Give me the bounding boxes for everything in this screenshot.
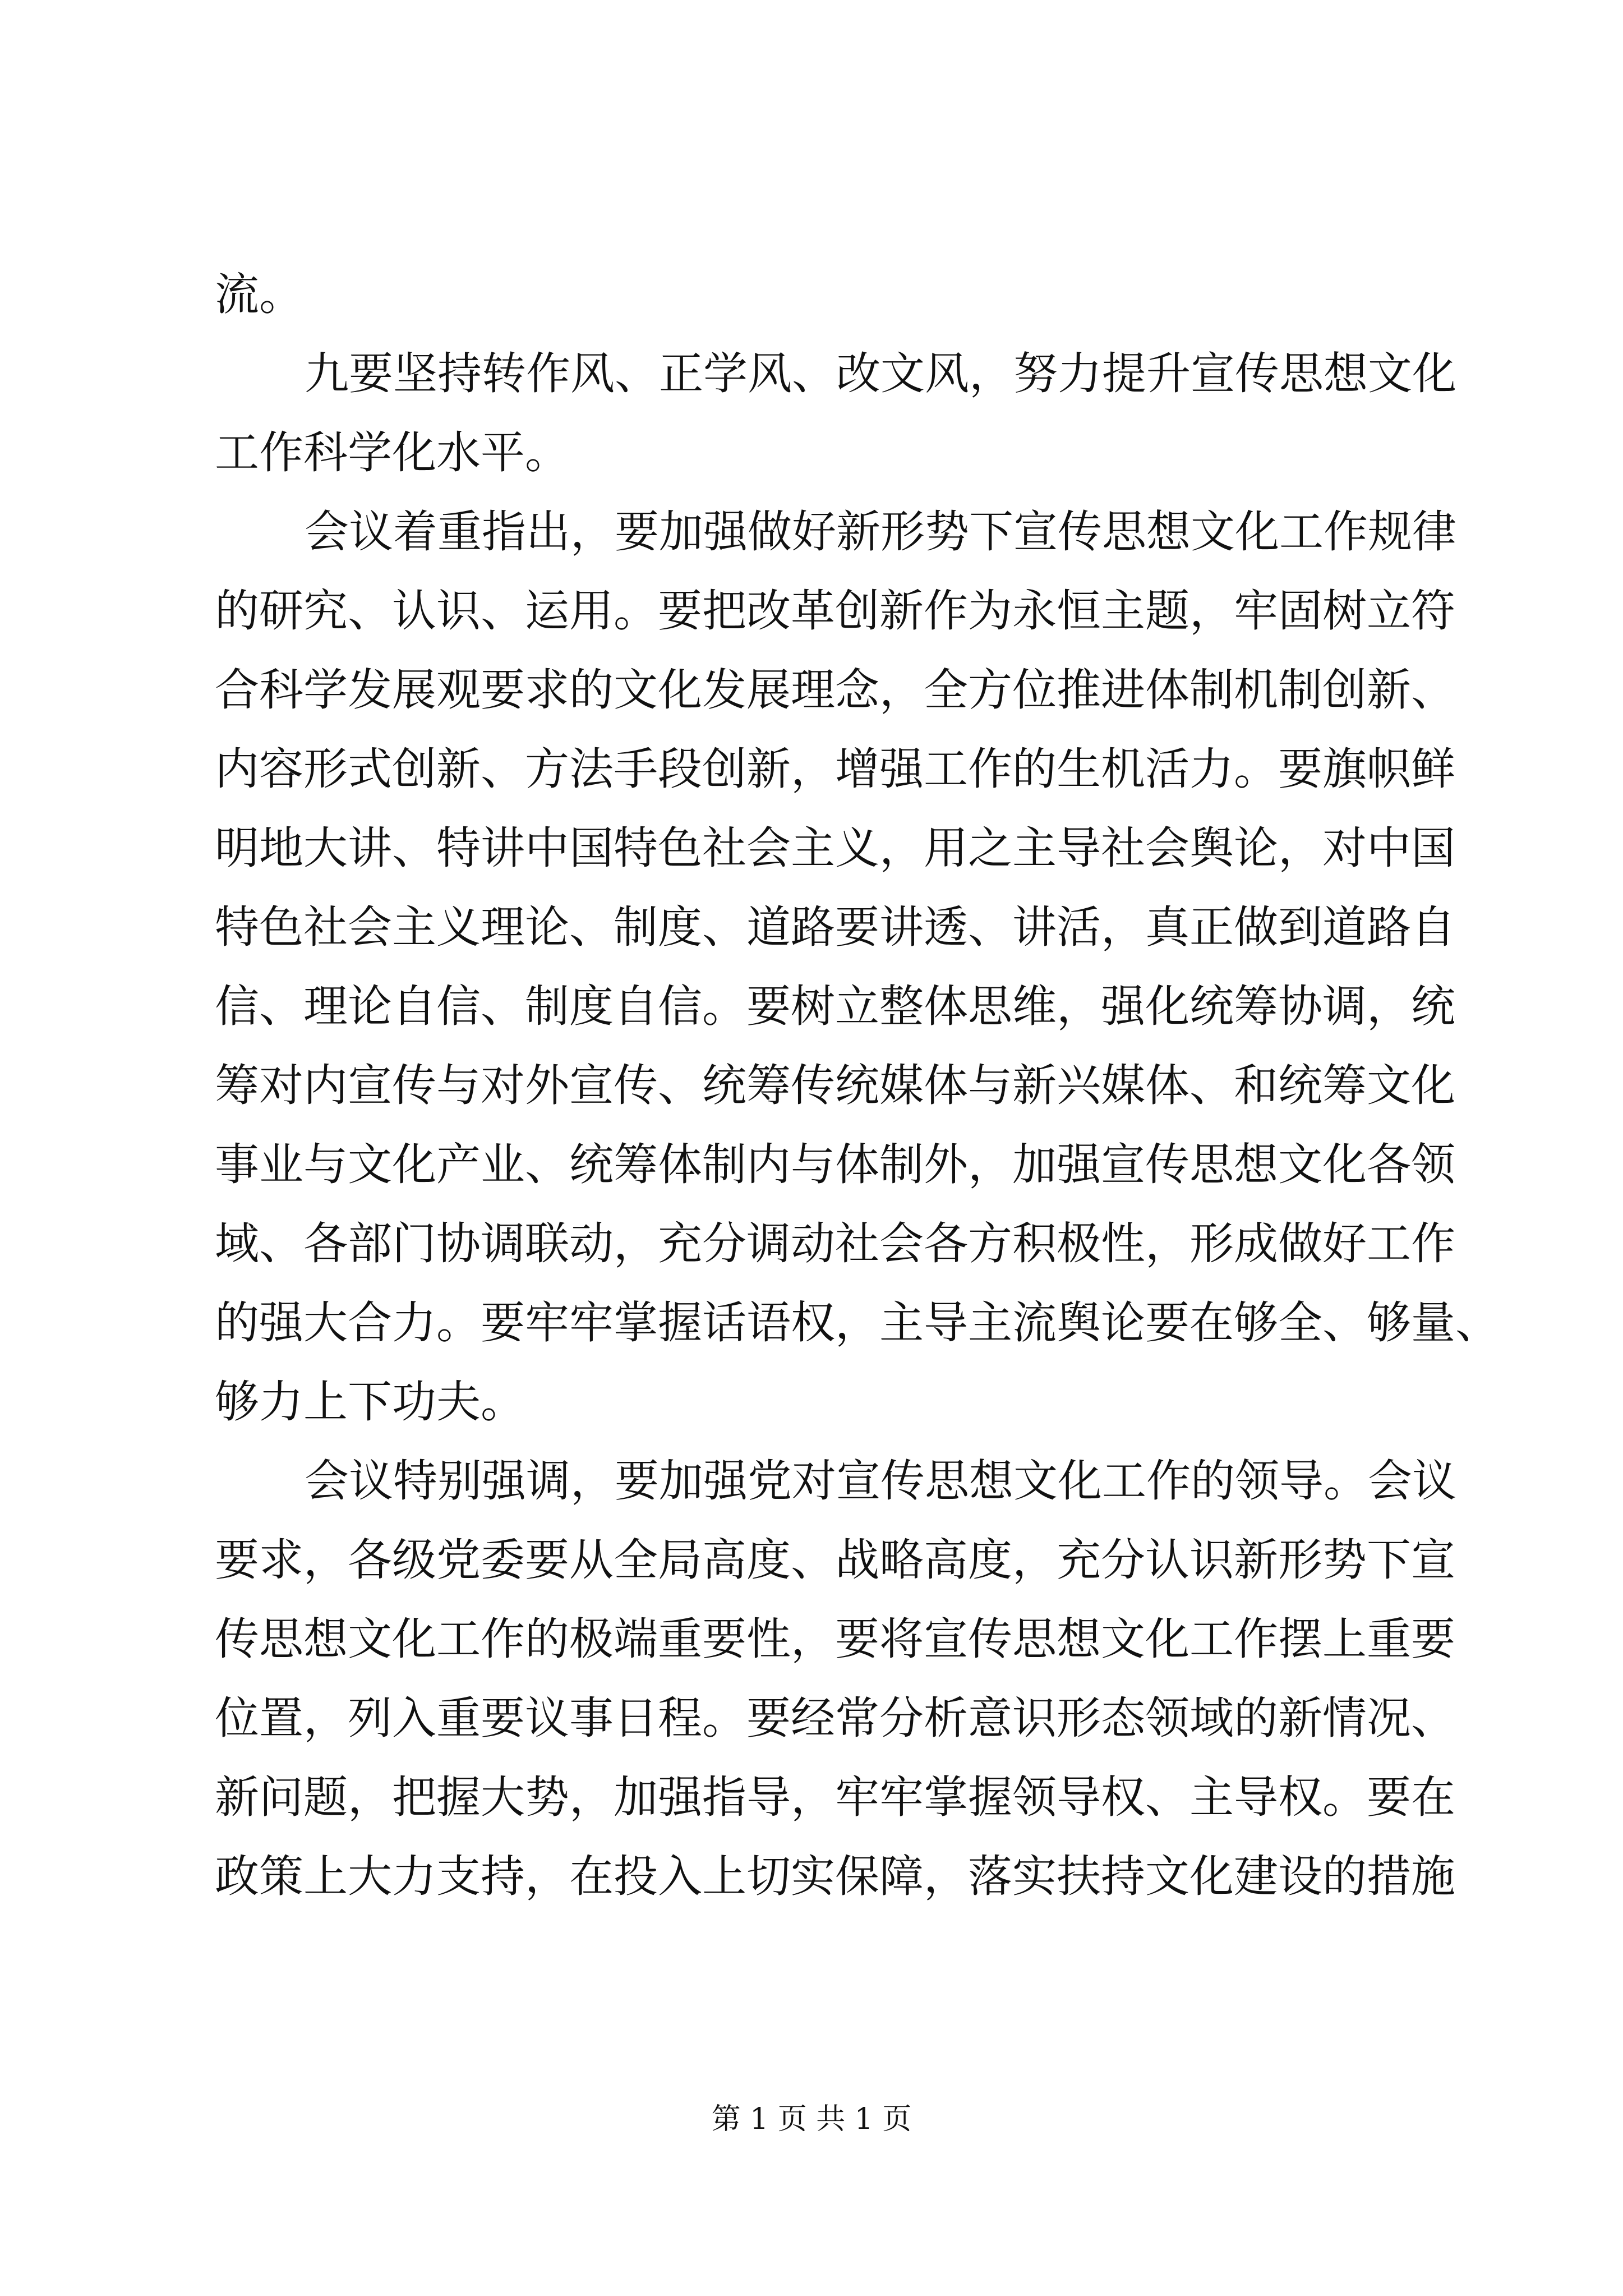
text-line-20: 新问题，把握大势，加强指导，牢牢掌握领导权、主导权。要在: [215, 1772, 1455, 1823]
text-line-6: 合科学发展观要求的文化发展理念，全方位推进体制机制创新、: [215, 664, 1455, 716]
text-line-9: 特色社会主义理论、制度、道路要讲透、讲活，真正做到道路自: [215, 901, 1455, 953]
text-line-17: 要求，各级党委要从全局高度、战略高度，充分认识新形势下宣: [215, 1534, 1455, 1586]
text-line-16: 会议特别强调，要加强党对宣传思想文化工作的领导。会议: [305, 1455, 1456, 1507]
text-line-15: 够力上下功夫。: [215, 1376, 525, 1428]
text-line-5: 的研究、认识、运用。要把改革创新作为永恒主题，牢固树立符: [215, 585, 1455, 637]
text-line-18: 传思想文化工作的极端重要性，要将宣传思想文化工作摆上重要: [215, 1613, 1455, 1665]
text-line-1: 流。: [215, 269, 303, 320]
text-line-21: 政策上大力支持，在投入上切实保障，落实扶持文化建设的措施: [215, 1851, 1455, 1902]
text-line-8: 明地大讲、特讲中国特色社会主义，用之主导社会舆论，对中国: [215, 822, 1455, 874]
text-line-13: 域、各部门协调联动，充分调动社会各方积极性，形成做好工作: [215, 1218, 1455, 1269]
text-line-10: 信、理论自信、制度自信。要树立整体思维，强化统筹协调，统: [215, 981, 1455, 1032]
text-line-2: 九要坚持转作风、正学风、改文风，努力提升宣传思想文化: [305, 348, 1456, 399]
page-number-footer: 第 1 页 共 1 页: [711, 2102, 912, 2136]
text-line-19: 位置，列入重要议事日程。要经常分析意识形态领域的新情况、: [215, 1692, 1455, 1744]
text-line-4: 会议着重指出，要加强做好新形势下宣传思想文化工作规律: [305, 506, 1456, 558]
text-line-14: 的强大合力。要牢牢掌握话语权，主导主流舆论要在够全、够量、: [215, 1297, 1500, 1349]
text-line-12: 事业与文化产业、统筹体制内与体制外，加强宣传思想文化各领: [215, 1139, 1455, 1190]
text-line-7: 内容形式创新、方法手段创新，增强工作的生机活力。要旗帜鲜: [215, 743, 1455, 795]
text-line-3: 工作科学化水平。: [215, 427, 569, 478]
text-line-11: 筹对内宣传与对外宣传、统筹传统媒体与新兴媒体、和统筹文化: [215, 1060, 1455, 1111]
